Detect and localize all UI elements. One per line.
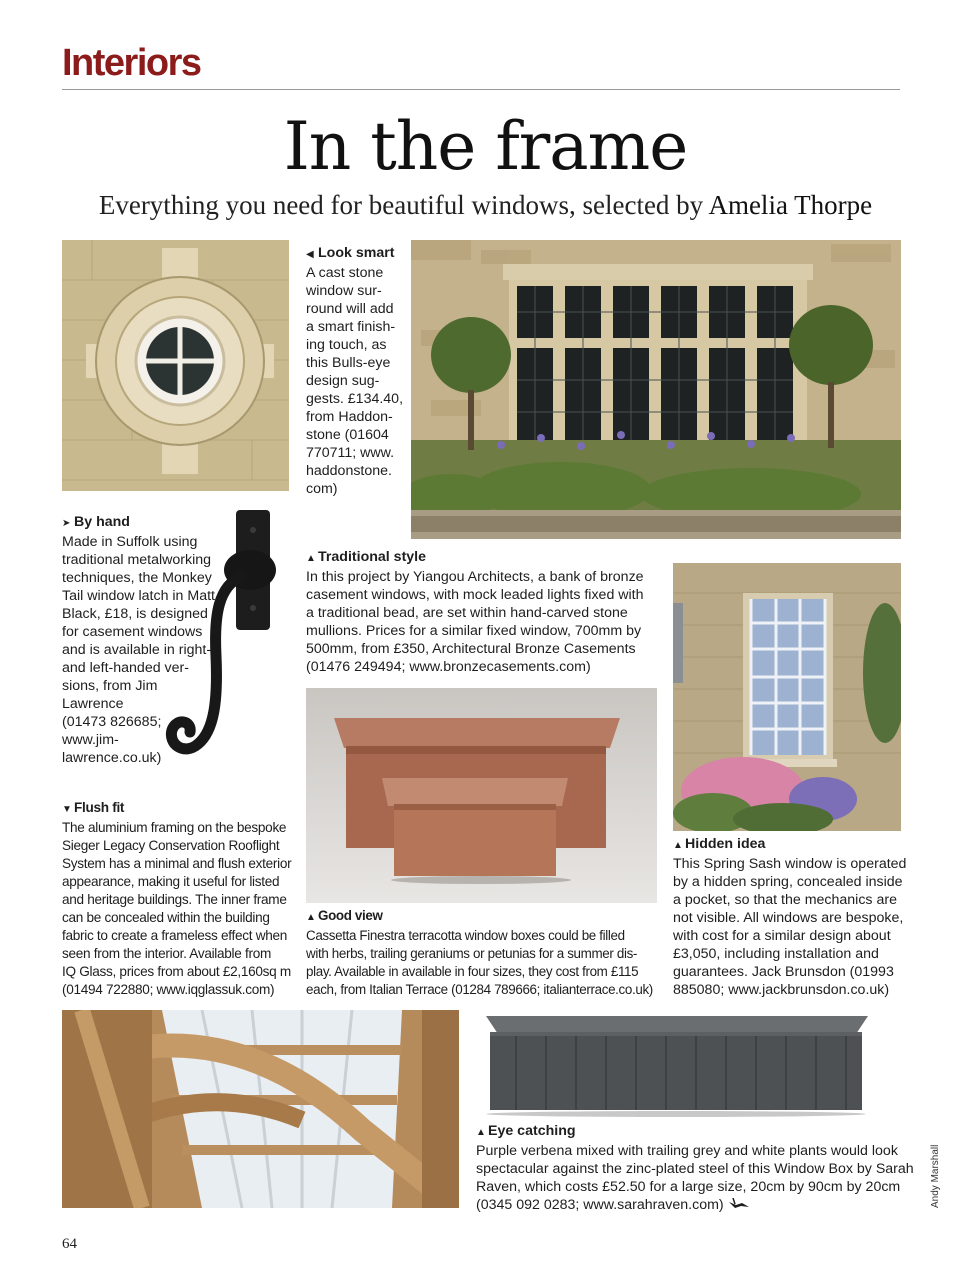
caption-line: gests. £134.40, bbox=[306, 391, 404, 407]
arrow-left-icon: ◀ bbox=[306, 249, 314, 260]
monkey-tail-latch-photo bbox=[158, 506, 298, 768]
arrow-up-icon: ▲ bbox=[476, 1127, 486, 1138]
caption-line: not visible. All windows are bespoke, bbox=[673, 910, 904, 926]
caption-line: haddonstone. bbox=[306, 463, 392, 479]
section-label: Interiors bbox=[62, 42, 201, 84]
caption-line: (01476 249494; www.bronzecasements.com) bbox=[306, 659, 591, 675]
header-rule bbox=[62, 89, 900, 90]
caption-line: spectacular against the zinc-plated steel of this Window Box by Sarah bbox=[476, 1161, 914, 1177]
caption-line: by a hidden spring, concealed inside bbox=[673, 874, 903, 890]
caption-line: £3,050, including installation and bbox=[673, 946, 879, 962]
caption-line: appearance, making it useful for listed bbox=[62, 874, 280, 889]
caption-flush-fit bbox=[62, 799, 296, 999]
caption-hidden-idea bbox=[673, 835, 908, 999]
author-name: Amelia Thorpe bbox=[708, 190, 873, 220]
caption-line: com) bbox=[306, 481, 338, 497]
caption-line: Cassetta Finestra terracotta window boxes could be filled bbox=[306, 928, 625, 943]
caption-line: this Bulls-eye bbox=[306, 355, 391, 371]
caption-line: round will add bbox=[306, 301, 394, 317]
caption-line: with cost for a similar design about bbox=[673, 928, 891, 944]
caption-line: play. Available in available in four sizes, they cost from £115 bbox=[306, 964, 639, 979]
caption-line: Sieger Legacy Conservation Rooflight bbox=[62, 838, 280, 853]
caption-heading: Good view bbox=[318, 908, 383, 923]
photo-credit-text: Andy Marshall bbox=[930, 1144, 941, 1208]
rooflight-timber-frame-photo bbox=[62, 1010, 459, 1208]
caption-line: 770711; www. bbox=[306, 445, 395, 461]
caption-line: design sug- bbox=[306, 373, 380, 389]
caption-line: ing touch, as bbox=[306, 337, 387, 353]
caption-line: stone (01604 bbox=[306, 427, 389, 443]
subtitle-text: Everything you need for beautiful windows, selected by bbox=[98, 190, 704, 220]
caption-line: System has a minimal and flush exterior bbox=[62, 856, 292, 871]
caption-line: for casement windows bbox=[62, 624, 203, 640]
caption-line: sions, from Jim bbox=[62, 678, 158, 694]
caption-line: from Haddon- bbox=[306, 409, 393, 425]
page-number: 64 bbox=[62, 1236, 77, 1252]
caption-heading: Eye catching bbox=[488, 1123, 576, 1139]
caption-heading: By hand bbox=[74, 514, 130, 530]
caption-traditional-style bbox=[306, 548, 656, 676]
caption-heading: Flush fit bbox=[74, 800, 125, 815]
caption-line: a traditional bead, are set within hand-carved stone bbox=[306, 605, 628, 621]
caption-line: The aluminium framing on the bespoke bbox=[62, 820, 287, 835]
caption-line: a smart finish- bbox=[306, 319, 396, 335]
caption-line: 500mm, from £350, Architectural Bronze Casements bbox=[306, 641, 636, 657]
subtitle bbox=[0, 190, 971, 221]
bullseye-window-photo bbox=[62, 240, 289, 491]
bird-end-mark-icon bbox=[728, 1198, 750, 1210]
caption-line: (0345 092 0283; www.sarahraven.com) bbox=[476, 1197, 724, 1213]
caption-heading: Traditional style bbox=[318, 549, 427, 565]
caption-line: and left-handed ver- bbox=[62, 660, 189, 676]
arrow-right-icon: ➤ bbox=[62, 518, 71, 529]
caption-eye-catching bbox=[476, 1122, 916, 1214]
caption-line: In this project by Yiangou Architects, a bank of bronze bbox=[306, 569, 644, 585]
terracotta-window-boxes-photo bbox=[306, 688, 657, 903]
caption-line: mullions. Prices for a similar fixed window, 700mm by bbox=[306, 623, 642, 639]
caption-line: Lawrence bbox=[62, 696, 124, 712]
caption-line: (01494 722880; www.iqglassuk.com) bbox=[62, 982, 275, 997]
caption-line: and is available in right- bbox=[62, 642, 212, 658]
caption-line: a pocket, so that the mechanics are bbox=[673, 892, 897, 908]
caption-heading: Look smart bbox=[318, 245, 395, 261]
caption-line: Tail window latch in Matt bbox=[62, 588, 215, 604]
caption-line: with herbs, trailing geraniums or petunias for a summer dis- bbox=[306, 946, 638, 961]
caption-line: www.jim- bbox=[62, 732, 119, 748]
caption-line: Purple verbena mixed with trailing grey and white plants would look bbox=[476, 1143, 898, 1159]
caption-line: window sur- bbox=[306, 283, 382, 299]
caption-line: IQ Glass, prices from about £2,160sq m bbox=[62, 964, 291, 979]
arrow-up-icon: ▲ bbox=[306, 553, 316, 564]
caption-good-view bbox=[306, 907, 666, 999]
caption-line: guarantees. Jack Brunsdon (01993 bbox=[673, 964, 894, 980]
arrow-up-icon: ▲ bbox=[673, 840, 683, 851]
caption-line: seen from the interior. Available from bbox=[62, 946, 271, 961]
caption-line: Made in Suffolk using bbox=[62, 534, 198, 550]
caption-line: and heritage buildings. The inner frame bbox=[62, 892, 287, 907]
caption-look-smart bbox=[306, 244, 406, 498]
arrow-up-icon: ▲ bbox=[306, 912, 316, 923]
caption-line: casement windows, with mock leaded lights fixed with bbox=[306, 587, 644, 603]
caption-line: (01473 826685; bbox=[62, 714, 162, 730]
caption-line: lawrence.co.uk) bbox=[62, 750, 162, 766]
caption-line: fabric to create a frameless effect when bbox=[62, 928, 288, 943]
photo-credit bbox=[930, 1140, 944, 1210]
caption-line: A cast stone bbox=[306, 265, 384, 281]
caption-line: This Spring Sash window is operated bbox=[673, 856, 907, 872]
stone-house-windows-photo bbox=[411, 240, 901, 539]
zinc-window-box-photo bbox=[476, 1010, 876, 1120]
caption-line: Raven, which costs £52.50 for a large size, 20cm by 90cm by 20cm bbox=[476, 1179, 901, 1195]
caption-line: 885080; www.jackbrunsdon.co.uk) bbox=[673, 982, 890, 998]
spring-sash-window-photo bbox=[673, 563, 901, 831]
caption-line: techniques, the Monkey bbox=[62, 570, 212, 586]
arrow-down-icon: ▼ bbox=[62, 804, 72, 815]
caption-line: each, from Italian Terrace (01284 789666; italianterrace.co.uk) bbox=[306, 982, 653, 997]
caption-heading: Hidden idea bbox=[685, 836, 766, 852]
caption-line: can be concealed within the building bbox=[62, 910, 270, 925]
caption-line: traditional metalworking bbox=[62, 552, 212, 568]
page-title: In the frame bbox=[283, 108, 688, 185]
caption-line: Black, £18, is designed bbox=[62, 606, 208, 622]
